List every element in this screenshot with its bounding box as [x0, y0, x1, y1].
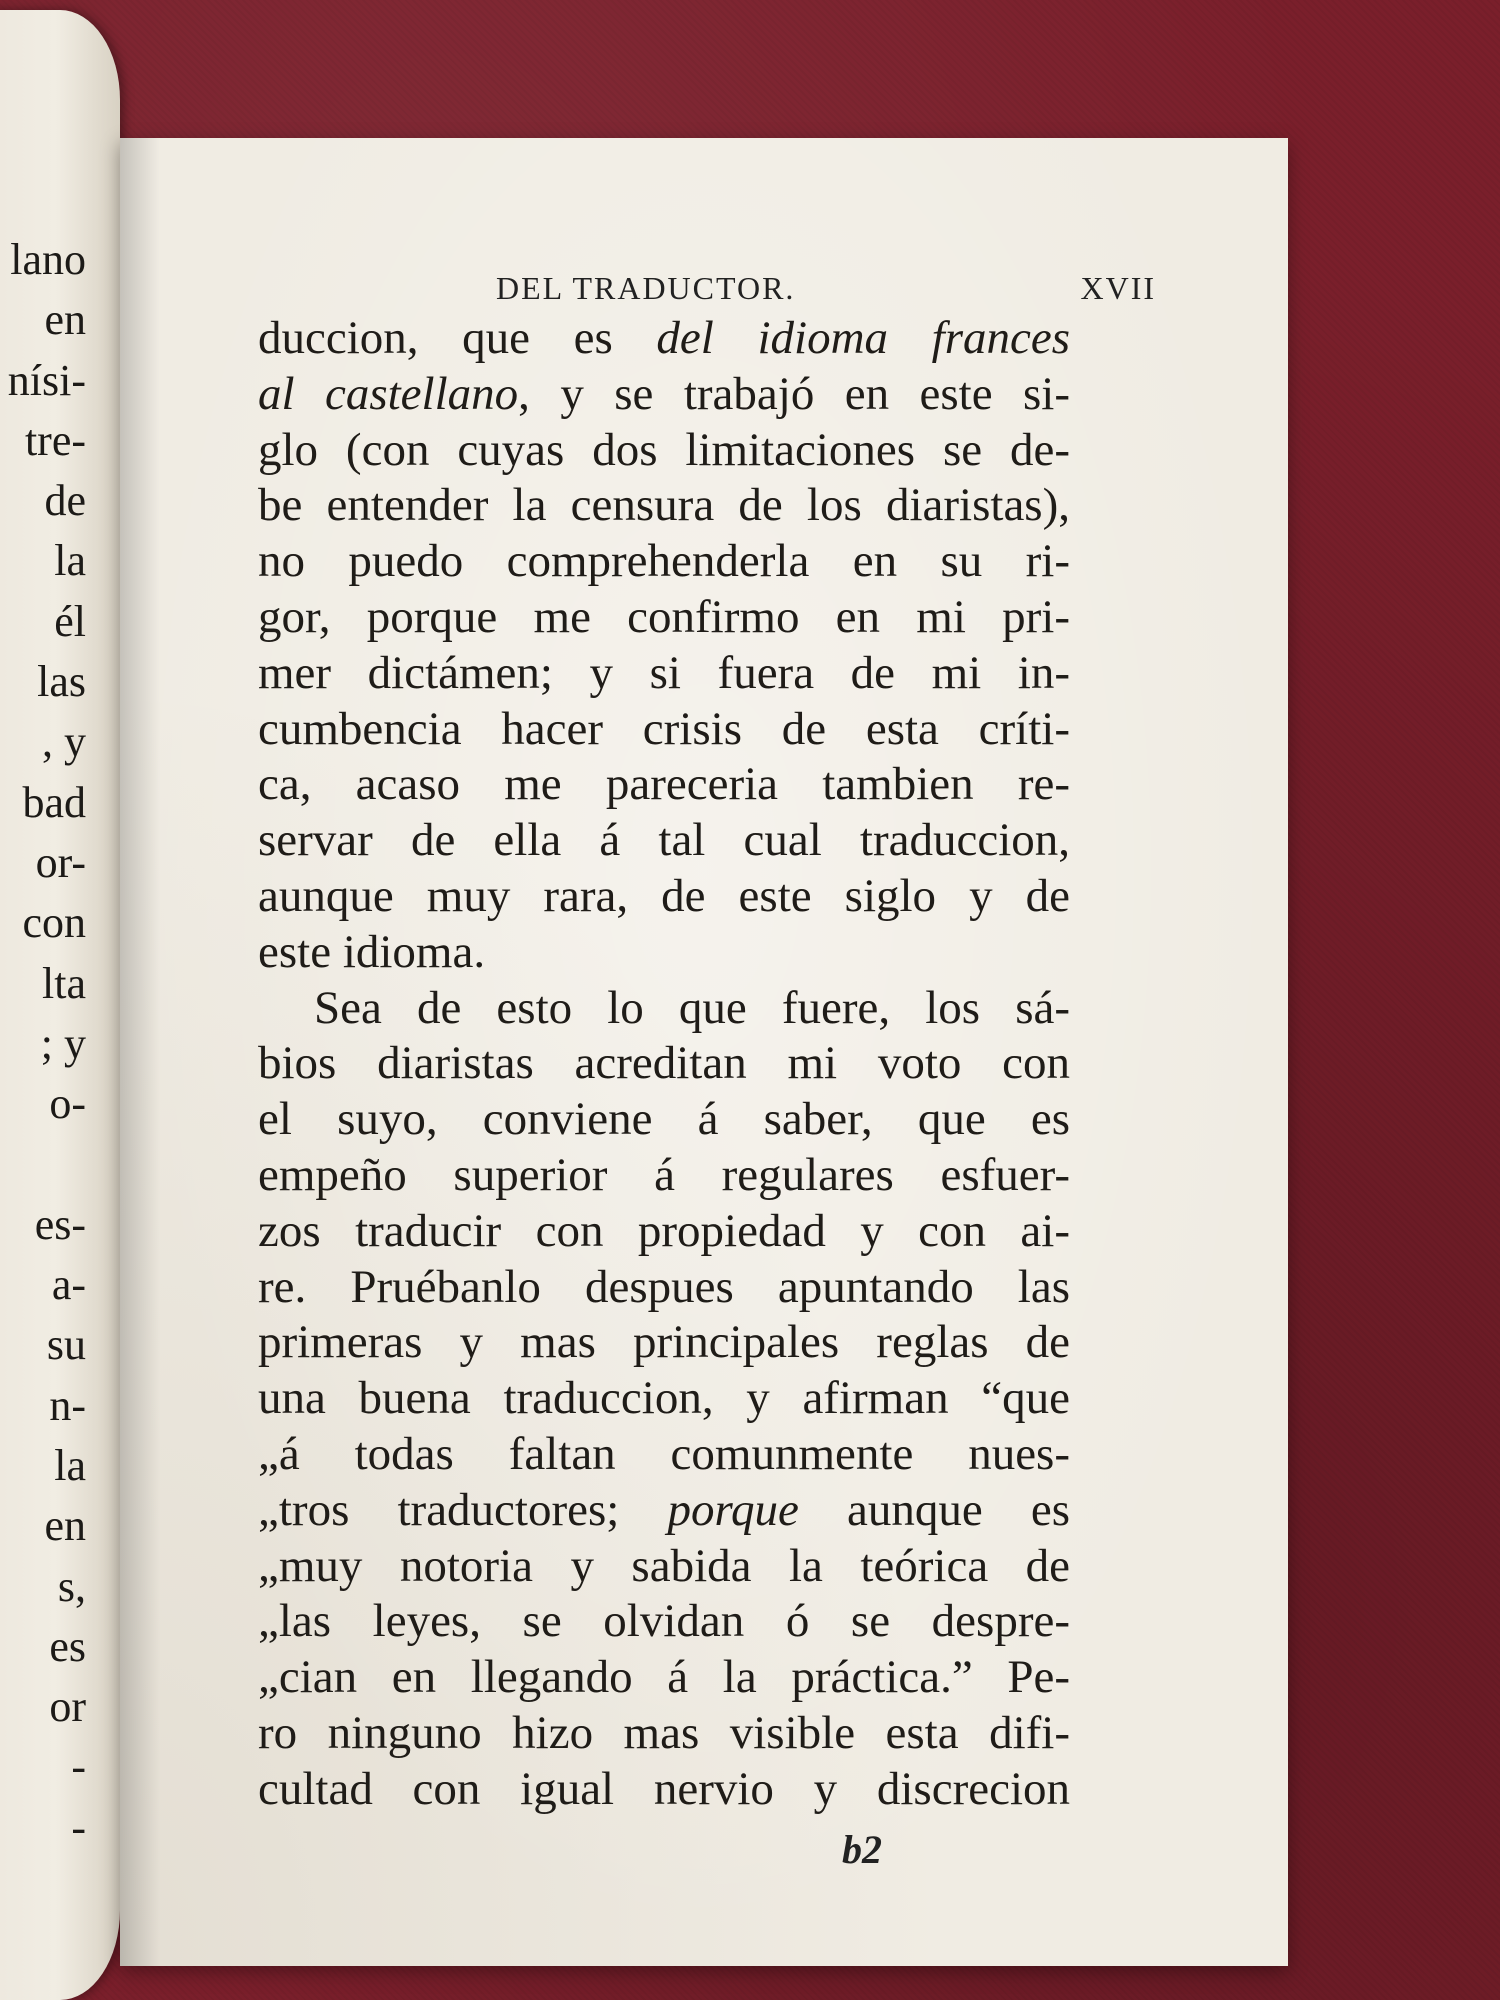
text-line: duccion, que es del idioma frances — [258, 312, 1071, 364]
left-fragment: tre- — [24, 415, 86, 465]
text-line: bios diaristas acreditan mi voto con — [258, 1037, 1070, 1090]
body-text — [258, 310, 1070, 1817]
left-fragment: en — [44, 1501, 86, 1551]
text-line: servar de ella á tal cual traduccion, — [258, 814, 1070, 867]
left-fragment: n- — [49, 1380, 86, 1430]
left-fragment: la — [54, 536, 86, 586]
left-fragment: , y — [42, 717, 86, 767]
left-fragment: - — [71, 1742, 86, 1792]
left-fragment: en — [44, 295, 86, 345]
page-gutter-shadow — [120, 138, 160, 1966]
left-fragment — [0, 1134, 120, 1194]
left-fragment: lano — [10, 235, 86, 284]
left-fragment: las — [37, 657, 86, 707]
book-page — [120, 138, 1288, 1966]
page-number: XVII — [1080, 270, 1156, 306]
text-line: ro ninguno hizo mas visible esta difi- — [258, 1706, 1070, 1759]
text-line: be entender la censura de los diaristas), — [258, 479, 1070, 532]
left-fragment: o- — [49, 1079, 86, 1129]
left-fragment: es- — [34, 1199, 86, 1249]
text-line: mer dictámen; y si fuera de mi in- — [258, 646, 1070, 699]
text-line: „cian en llegando á la práctica.” Pe- — [258, 1651, 1070, 1704]
text-line: al castellano, y se trabajó en este si- — [258, 367, 1070, 420]
text-line: ca, acaso me pareceria tambien re- — [258, 758, 1070, 811]
left-fragment: la — [54, 1440, 86, 1490]
text-line: no puedo comprehenderla en su ri- — [258, 535, 1070, 588]
left-fragment: con — [22, 898, 86, 948]
left-fragment: nísi- — [7, 355, 86, 405]
text-line: „tros traductores; porque aunque es — [258, 1483, 1070, 1536]
left-fragment: es — [49, 1621, 86, 1671]
paragraph-start-line: Sea de esto lo que fuere, los sá- — [314, 981, 1070, 1034]
left-fragment: ; y — [40, 1018, 86, 1068]
left-fragment: a- — [51, 1260, 86, 1310]
left-fragment: or- — [35, 837, 86, 887]
left-fragment: or — [49, 1682, 86, 1732]
text-line: cumbencia hacer crisis de esta críti- — [258, 702, 1070, 755]
left-fragment: de — [44, 476, 86, 526]
text-line: „muy notoria y sabida la teórica de — [258, 1539, 1070, 1592]
text-line: el suyo, conviene á saber, que es — [258, 1093, 1070, 1146]
left-page-text-fragments — [0, 230, 120, 1858]
running-title: DEL TRADUCTOR. — [496, 270, 796, 306]
text-line: empeño superior á regulares esfuer- — [258, 1148, 1070, 1201]
text-line: „las leyes, se olvidan ó se despre- — [258, 1595, 1070, 1648]
text-line: cultad con igual nervio y discrecion — [258, 1762, 1070, 1815]
left-fragment: s, — [57, 1561, 86, 1611]
text-line: glo (con cuyas dos limitaciones se de- — [258, 423, 1070, 476]
left-fragment: él — [54, 596, 86, 646]
signature-mark: b2 — [842, 1827, 882, 1872]
left-page-edge — [0, 10, 120, 2000]
text-line: primeras y mas principales reglas de — [258, 1316, 1070, 1369]
text-line: una buena traduccion, y afirman “que — [258, 1372, 1070, 1425]
text-line: este idioma. — [258, 925, 486, 978]
left-fragment: - — [71, 1802, 86, 1852]
left-fragment: su — [46, 1320, 86, 1370]
left-fragment: bad — [22, 777, 86, 827]
text-line: zos traducir con propiedad y con ai- — [258, 1204, 1070, 1257]
text-line: „á todas faltan comunmente nues- — [258, 1427, 1070, 1480]
text-line: aunque muy rara, de este siglo y de — [258, 869, 1070, 922]
left-fragment: lta — [42, 958, 86, 1008]
text-line: re. Pruébanlo despues apuntando las — [258, 1260, 1070, 1313]
text-line: gor, porque me confirmo en mi pri- — [258, 590, 1070, 643]
